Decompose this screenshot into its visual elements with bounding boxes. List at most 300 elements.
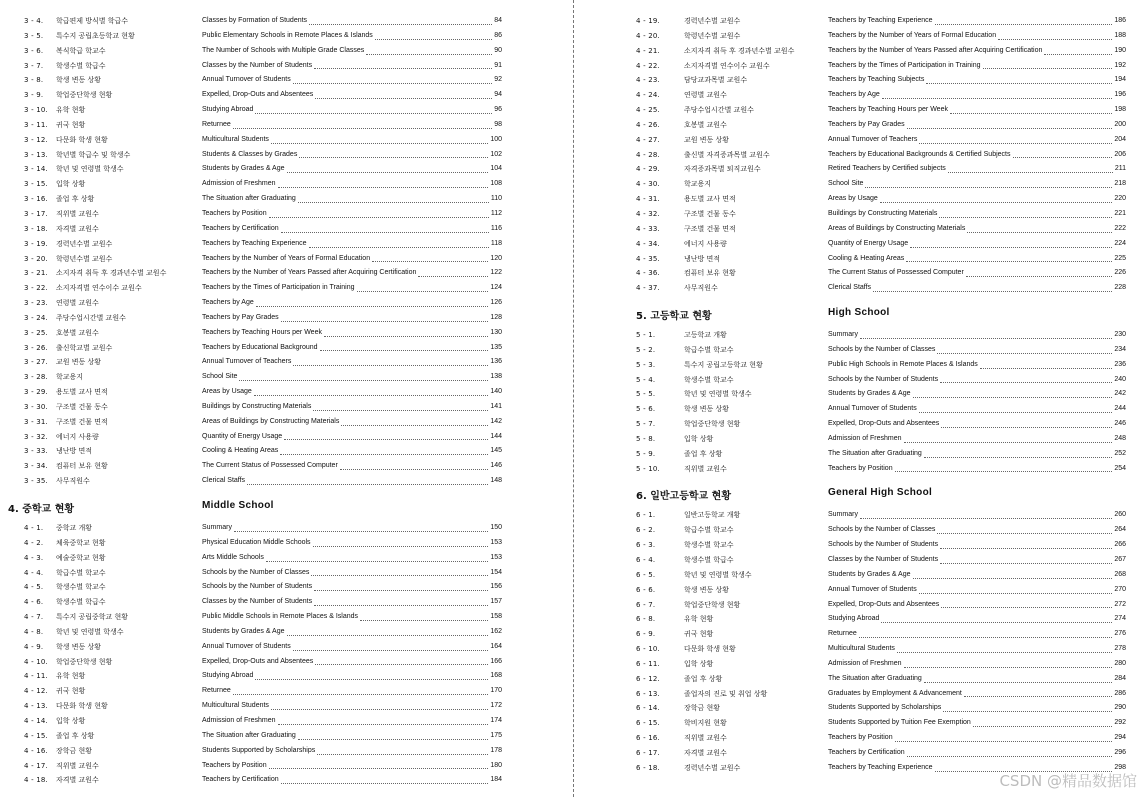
dot-leader <box>904 657 1113 668</box>
entry-title-english-line <box>828 88 1126 103</box>
entry-title-korean: 졸업자의 진로 및 취업 상황 <box>684 689 768 698</box>
toc-entry[interactable] <box>24 177 502 192</box>
entry-title-korean: 컴퓨터 보유 현황 <box>684 269 736 278</box>
entry-title-english-line <box>202 521 502 536</box>
toc-entry[interactable] <box>24 296 502 311</box>
toc-entry[interactable] <box>636 118 1126 133</box>
entry-title-english: Annual Turnover of Students <box>202 76 291 84</box>
dot-leader <box>271 699 488 710</box>
toc-entry[interactable] <box>24 281 502 296</box>
toc-entry[interactable] <box>636 266 1126 281</box>
entry-title-korean: 복식학급 학교수 <box>56 46 106 55</box>
entry-number: 4 - 14. <box>24 716 48 725</box>
entry-number: 4 - 2. <box>24 538 44 547</box>
entry-title-english-line <box>828 177 1126 192</box>
toc-entry[interactable] <box>24 415 502 430</box>
entry-title-english: Clerical Staffs <box>828 284 872 292</box>
entry-title-english-line <box>828 222 1126 237</box>
toc-entry[interactable] <box>24 595 502 610</box>
entry-title-english-line <box>828 716 1126 731</box>
dot-leader <box>950 103 1112 114</box>
entry-title-english-line <box>202 162 502 177</box>
toc-entry[interactable] <box>636 133 1126 148</box>
dot-leader <box>941 417 1112 428</box>
entry-number: 6 - 15. <box>636 719 660 728</box>
entry-number: 3 - 16. <box>24 195 48 204</box>
toc-entry[interactable] <box>636 731 1126 746</box>
toc-entry[interactable] <box>636 88 1126 103</box>
entry-page-number: 100 <box>490 135 502 143</box>
dot-leader <box>880 192 1113 203</box>
entry-title-english: Retired Teachers by Certified subjects <box>828 165 946 173</box>
entry-title-english-line <box>828 328 1126 343</box>
dot-leader <box>939 207 1112 218</box>
entry-number: 5 - 6. <box>636 405 656 414</box>
entry-title-english: Quantity of Energy Usage <box>828 239 909 247</box>
toc-entry[interactable] <box>24 385 502 400</box>
entry-title-english-line <box>202 759 502 774</box>
entry-page-number: 298 <box>1114 763 1126 771</box>
toc-entry[interactable] <box>636 553 1126 568</box>
entry-title-korean: 사무직원수 <box>684 284 718 293</box>
toc-entry[interactable] <box>636 44 1126 59</box>
entry-number: 4 - 36. <box>636 269 660 278</box>
toc-entry[interactable] <box>24 355 502 370</box>
toc-entry[interactable] <box>24 222 502 237</box>
entry-number: 3 - 5. <box>24 31 44 40</box>
toc-entry[interactable] <box>636 207 1126 222</box>
entry-title-korean: 학생수별 학교수 <box>56 583 106 592</box>
entry-title-english-line <box>202 474 502 489</box>
entry-title-korean: 졸업 후 상황 <box>56 731 95 740</box>
dot-leader <box>873 281 1112 292</box>
toc-entry[interactable] <box>24 341 502 356</box>
toc-entry[interactable] <box>636 657 1126 672</box>
entry-number: 3 - 33. <box>24 447 48 456</box>
toc-entry[interactable] <box>636 687 1126 702</box>
toc-entry[interactable] <box>24 699 502 714</box>
dot-leader <box>910 237 1112 248</box>
toc-entry[interactable] <box>636 103 1126 118</box>
toc-entry[interactable] <box>636 432 1126 447</box>
entry-page-number: 240 <box>1114 375 1126 383</box>
entry-page-number: 156 <box>490 583 502 591</box>
entry-page-number: 158 <box>490 613 502 621</box>
entry-title-english-line <box>202 444 502 459</box>
dot-leader <box>340 459 489 470</box>
toc-entry[interactable] <box>636 598 1126 613</box>
entry-title-english: Teachers by Position <box>202 209 267 217</box>
entry-title-korean: 중학교 개황 <box>56 524 93 532</box>
dot-leader <box>895 462 1113 473</box>
entry-page-number: 284 <box>1114 674 1126 682</box>
dot-leader <box>271 133 488 144</box>
entry-title-korean: 졸업 후 상황 <box>684 674 723 683</box>
dot-leader <box>980 358 1113 369</box>
entry-number: 4 - 7. <box>24 613 44 622</box>
toc-entry[interactable] <box>24 729 502 744</box>
dot-leader <box>940 538 1112 549</box>
entry-page-number: 94 <box>494 91 502 99</box>
entry-number: 3 - 14. <box>24 165 48 174</box>
entry-title-english: Expelled, Drop-Outs and Absentees <box>828 600 940 608</box>
entry-title-english: Clerical Staffs <box>202 477 246 485</box>
dot-leader <box>315 88 492 99</box>
toc-entry[interactable] <box>636 583 1126 598</box>
toc-entry[interactable] <box>636 402 1126 417</box>
entry-title-english: Students by Grades & Age <box>202 165 285 173</box>
entry-title-korean: 학생수별 학급수 <box>56 598 106 607</box>
entry-number: 3 - 22. <box>24 284 48 293</box>
toc-entry[interactable] <box>24 714 502 729</box>
toc-entry[interactable] <box>24 252 502 267</box>
entry-title-english-line <box>202 44 502 59</box>
entry-number: 6 - 13. <box>636 689 660 698</box>
dot-leader <box>280 444 488 455</box>
entry-title-english: Teachers by Position <box>828 734 893 742</box>
entry-page-number: 194 <box>1114 76 1126 84</box>
toc-entry[interactable] <box>636 627 1126 642</box>
entry-title-english: Teachers by the Number of Years Passed after Acquiring Certification <box>828 46 1043 54</box>
toc-entry[interactable] <box>636 642 1126 657</box>
entry-page-number: 91 <box>494 61 502 69</box>
toc-entry[interactable] <box>24 44 502 59</box>
entry-page-number: 234 <box>1114 345 1126 353</box>
toc-entry[interactable] <box>24 59 502 74</box>
entry-number: 3 - 10. <box>24 106 48 115</box>
toc-entry[interactable] <box>636 177 1126 192</box>
toc-entry[interactable] <box>24 759 502 774</box>
toc-entry[interactable] <box>24 625 502 640</box>
entry-title-korean: 장학금 현황 <box>56 746 93 755</box>
page-divider <box>573 0 574 797</box>
entry-title-english-line <box>828 373 1126 388</box>
toc-entry[interactable] <box>636 568 1126 583</box>
entry-number: 6 - 10. <box>636 645 660 654</box>
entry-number: 6 - 1. <box>636 511 656 520</box>
dot-leader <box>1044 44 1112 55</box>
entry-number: 3 - 7. <box>24 61 44 70</box>
toc-entry[interactable] <box>636 73 1126 88</box>
entry-title-english-line <box>202 610 502 625</box>
toc-entry[interactable] <box>636 328 1126 343</box>
entry-title-english: Public High Schools in Remote Places & Islands <box>828 360 978 368</box>
toc-entry[interactable] <box>24 444 502 459</box>
entry-number: 6 - 14. <box>636 704 660 713</box>
entry-page-number: 218 <box>1114 180 1126 188</box>
entry-page-number: 90 <box>494 46 502 54</box>
toc-entry[interactable] <box>636 148 1126 163</box>
entry-title-english: Quantity of Energy Usage <box>202 432 283 440</box>
toc-entry[interactable] <box>24 88 502 103</box>
entry-page-number: 96 <box>494 106 502 114</box>
entry-number: 3 - 20. <box>24 254 48 263</box>
entry-title-english: Students Supported by Scholarships <box>202 746 316 754</box>
dot-leader <box>313 536 489 547</box>
entry-title-korean: 사무직원수 <box>56 477 90 486</box>
entry-page-number: 200 <box>1114 120 1126 128</box>
entry-title-english-line <box>202 237 502 252</box>
entry-number: 6 - 7. <box>636 600 656 609</box>
entry-title-korean: 호봉별 교원수 <box>684 120 727 129</box>
toc-entry[interactable] <box>636 447 1126 462</box>
toc-entry[interactable] <box>24 521 502 536</box>
entry-number: 6 - 8. <box>636 615 656 624</box>
entry-title-english-line <box>828 731 1126 746</box>
toc-entry[interactable] <box>24 207 502 222</box>
entry-title-korean: 경력년수별 교원수 <box>56 239 113 248</box>
dot-leader <box>320 341 489 352</box>
entry-title-english-line <box>202 192 502 207</box>
entry-number: 6 - 3. <box>636 541 656 550</box>
entry-number: 4 - 21. <box>636 46 660 55</box>
entry-title-english: Admission of Freshmen <box>202 180 276 188</box>
toc-entry[interactable] <box>24 400 502 415</box>
entry-page-number: 126 <box>490 299 502 307</box>
dot-leader <box>255 669 488 680</box>
toc-entry[interactable] <box>636 343 1126 358</box>
entry-title-korean: 학생수별 학급수 <box>684 556 734 564</box>
entry-title-english-line <box>202 566 502 581</box>
toc-entry[interactable] <box>636 192 1126 207</box>
dot-leader <box>314 59 492 70</box>
entry-number: 4 - 9. <box>24 642 44 651</box>
toc-entry[interactable] <box>636 716 1126 731</box>
entry-title-english-line <box>202 459 502 474</box>
toc-entry[interactable] <box>636 373 1126 388</box>
entry-title-english-line <box>828 358 1126 373</box>
entry-page-number: 166 <box>490 657 502 665</box>
toc-entry[interactable] <box>24 669 502 684</box>
entry-number: 5 - 8. <box>636 434 656 443</box>
entry-title-english: Teachers by Teaching Experience <box>202 239 307 247</box>
toc-entry[interactable] <box>636 59 1126 74</box>
toc-entry[interactable] <box>636 281 1126 296</box>
toc-entry[interactable] <box>24 326 502 341</box>
toc-entry[interactable] <box>636 672 1126 687</box>
entry-title-english: Teachers by Teaching Experience <box>828 763 933 771</box>
entry-page-number: 124 <box>490 284 502 292</box>
entry-page-number: 184 <box>490 776 502 784</box>
toc-entry[interactable] <box>24 162 502 177</box>
entry-title-english: Studying Abroad <box>202 106 254 114</box>
toc-entry[interactable] <box>24 474 502 489</box>
toc-entry[interactable] <box>636 746 1126 761</box>
entry-title-korean: 학급수별 학교수 <box>56 568 106 577</box>
entry-number: 3 - 29. <box>24 388 48 397</box>
toc-entry[interactable] <box>24 311 502 326</box>
entry-title-korean: 직위별 교원수 <box>684 734 727 743</box>
entry-title-english: Returnee <box>828 630 857 638</box>
toc-entry[interactable] <box>24 148 502 163</box>
entry-title-korean: 예술중학교 현황 <box>56 553 106 562</box>
dot-leader <box>254 385 489 396</box>
entry-title-korean: 자격별 교원수 <box>684 748 727 757</box>
toc-entry[interactable] <box>24 536 502 551</box>
entry-number: 6 - 4. <box>636 556 656 564</box>
entry-title-english-line <box>202 655 502 670</box>
dot-leader <box>904 432 1113 443</box>
toc-entry[interactable] <box>636 538 1126 553</box>
toc-entry[interactable] <box>636 701 1126 716</box>
toc-entry[interactable] <box>636 358 1126 373</box>
entry-number: 6 - 9. <box>636 630 656 639</box>
entry-page-number: 294 <box>1114 734 1126 742</box>
toc-entry[interactable] <box>24 266 502 281</box>
dot-leader <box>913 387 1113 398</box>
entry-page-number: 246 <box>1114 420 1126 428</box>
entry-number: 3 - 6. <box>24 46 44 55</box>
entry-title-korean: 학급수별 학교수 <box>684 345 734 354</box>
toc-entry[interactable] <box>24 73 502 88</box>
dot-leader <box>269 759 489 770</box>
entry-title-korean: 유학 현황 <box>56 672 86 681</box>
entry-page-number: 175 <box>490 731 502 739</box>
entry-number: 5 - 1. <box>636 331 656 340</box>
toc-entry[interactable] <box>24 192 502 207</box>
toc-entry[interactable] <box>636 508 1126 523</box>
entry-title-english-line <box>828 657 1126 672</box>
entry-title-english-line <box>828 627 1126 642</box>
toc-entry[interactable] <box>636 252 1126 267</box>
entry-title-english: Teachers by Position <box>202 761 267 769</box>
entry-number: 4 - 15. <box>24 731 48 740</box>
toc-entry[interactable] <box>24 684 502 699</box>
entry-number: 4 - 33. <box>636 224 660 233</box>
entry-title-english-line <box>828 281 1126 296</box>
entry-title-korean: 학급편제 방식별 학급수 <box>56 17 129 25</box>
section-title-english: General High School <box>828 487 933 499</box>
toc-entry[interactable] <box>24 640 502 655</box>
entry-title-korean: 체육중학교 현황 <box>56 538 106 547</box>
entry-title-english-line <box>202 744 502 759</box>
entry-title-english: The Current Status of Possessed Computer <box>202 462 338 470</box>
entry-number: 4 - 29. <box>636 165 660 174</box>
entry-title-korean: 일반고등학교 개황 <box>684 511 741 520</box>
toc-entry[interactable] <box>24 551 502 566</box>
entry-title-english: Teachers by Position <box>828 464 893 472</box>
dot-leader <box>360 610 488 621</box>
toc-entry[interactable] <box>636 14 1126 29</box>
section-title-english: Middle School <box>202 500 274 511</box>
entry-title-english-line <box>202 370 502 385</box>
toc-entry[interactable] <box>636 222 1126 237</box>
toc-entry[interactable] <box>24 103 502 118</box>
dot-leader <box>281 311 489 322</box>
entry-title-english-line <box>202 177 502 192</box>
entry-title-english: Schools by the Number of Classes <box>828 526 936 534</box>
entry-title-english: The Situation after Graduating <box>202 195 296 203</box>
entry-title-english-line <box>828 583 1126 598</box>
entry-title-english: Classes by the Number of Students <box>828 556 939 563</box>
toc-entry[interactable] <box>24 133 502 148</box>
entry-title-english: Teachers by Pay Grades <box>202 313 279 321</box>
entry-title-english-line <box>202 29 502 44</box>
entry-title-korean: 입학 상황 <box>684 434 714 443</box>
entry-page-number: 104 <box>490 165 502 173</box>
toc-entry[interactable] <box>636 29 1126 44</box>
entry-title-korean: 직위별 교원수 <box>56 761 99 770</box>
entry-title-korean: 호봉별 교원수 <box>56 328 99 337</box>
entry-title-english-line <box>828 598 1126 613</box>
entry-title-korean: 장학금 현황 <box>684 704 721 713</box>
dot-leader <box>293 355 488 366</box>
entry-title-english: Multicultural Students <box>202 702 269 710</box>
entry-page-number: 162 <box>490 627 502 635</box>
toc-entry[interactable] <box>636 462 1126 477</box>
entry-title-english: Classes by Formation of Students <box>202 17 308 24</box>
entry-title-korean: 학년 및 연령별 학생수 <box>684 570 752 579</box>
toc-entry[interactable] <box>24 237 502 252</box>
toc-entry[interactable] <box>24 459 502 474</box>
entry-number: 4 - 30. <box>636 180 660 189</box>
entry-title-korean: 귀국 현황 <box>56 687 86 696</box>
toc-entry[interactable] <box>636 387 1126 402</box>
entry-title-korean: 학업중단학생 현황 <box>684 420 741 429</box>
entry-title-english-line <box>828 568 1126 583</box>
entry-title-english-line <box>202 714 502 729</box>
dot-leader <box>897 642 1112 653</box>
entry-title-korean: 연령별 교원수 <box>684 91 727 100</box>
toc-entry[interactable] <box>24 580 502 595</box>
entry-page-number: 286 <box>1114 689 1126 697</box>
entry-title-english-line <box>202 355 502 370</box>
toc-entry[interactable] <box>24 118 502 133</box>
entry-number: 3 - 17. <box>24 209 48 218</box>
dot-leader <box>983 59 1113 70</box>
toc-entry[interactable] <box>24 773 502 788</box>
entry-title-korean: 졸업 후 상황 <box>56 195 95 204</box>
toc-entry[interactable] <box>636 237 1126 252</box>
entry-page-number: 141 <box>490 402 502 410</box>
entry-title-english-line <box>828 162 1126 177</box>
entry-title-english: Schools by the Number of Students <box>828 541 939 549</box>
entry-title-korean: 자격증과목별 퇴직교원수 <box>684 165 761 174</box>
entry-title-korean: 학업중단학생 현황 <box>684 600 741 609</box>
entry-title-korean: 특수지 공립고등학교 현황 <box>684 360 763 369</box>
entry-title-english-line <box>202 148 502 163</box>
entry-page-number: 164 <box>490 642 502 650</box>
entry-page-number: 146 <box>490 462 502 470</box>
entry-title-korean: 학년 및 연령별 학생수 <box>684 390 752 399</box>
toc-entry[interactable] <box>24 370 502 385</box>
entry-title-english: Public Elementary Schools in Remote Places & Islands <box>202 31 373 39</box>
toc-entry[interactable] <box>636 162 1126 177</box>
toc-entry[interactable] <box>24 655 502 670</box>
entry-title-english-line <box>828 553 1126 568</box>
entry-number: 3 - 23. <box>24 299 48 308</box>
entry-title-english: The Situation after Graduating <box>828 449 922 457</box>
toc-entry[interactable] <box>636 523 1126 538</box>
toc-entry[interactable] <box>636 612 1126 627</box>
toc-entry[interactable] <box>636 417 1126 432</box>
toc-entry[interactable] <box>24 566 502 581</box>
entry-number: 4 - 23. <box>636 76 660 85</box>
entry-title-english: The Number of Schools with Multiple Grade Classes <box>202 46 365 54</box>
toc-entry[interactable] <box>24 29 502 44</box>
toc-entry[interactable] <box>24 14 502 29</box>
entry-title-korean: 학업중단학생 현황 <box>56 91 113 100</box>
dot-leader <box>967 222 1112 233</box>
entry-title-korean: 주당수업시간별 교원수 <box>56 313 126 322</box>
toc-entry[interactable] <box>24 744 502 759</box>
entry-title-english-line <box>202 729 502 744</box>
entry-number: 3 - 21. <box>24 269 48 278</box>
toc-entry[interactable] <box>24 430 502 445</box>
dot-leader <box>935 14 1113 25</box>
toc-entry[interactable] <box>24 610 502 625</box>
entry-title-korean: 자격별 교원수 <box>56 776 99 785</box>
